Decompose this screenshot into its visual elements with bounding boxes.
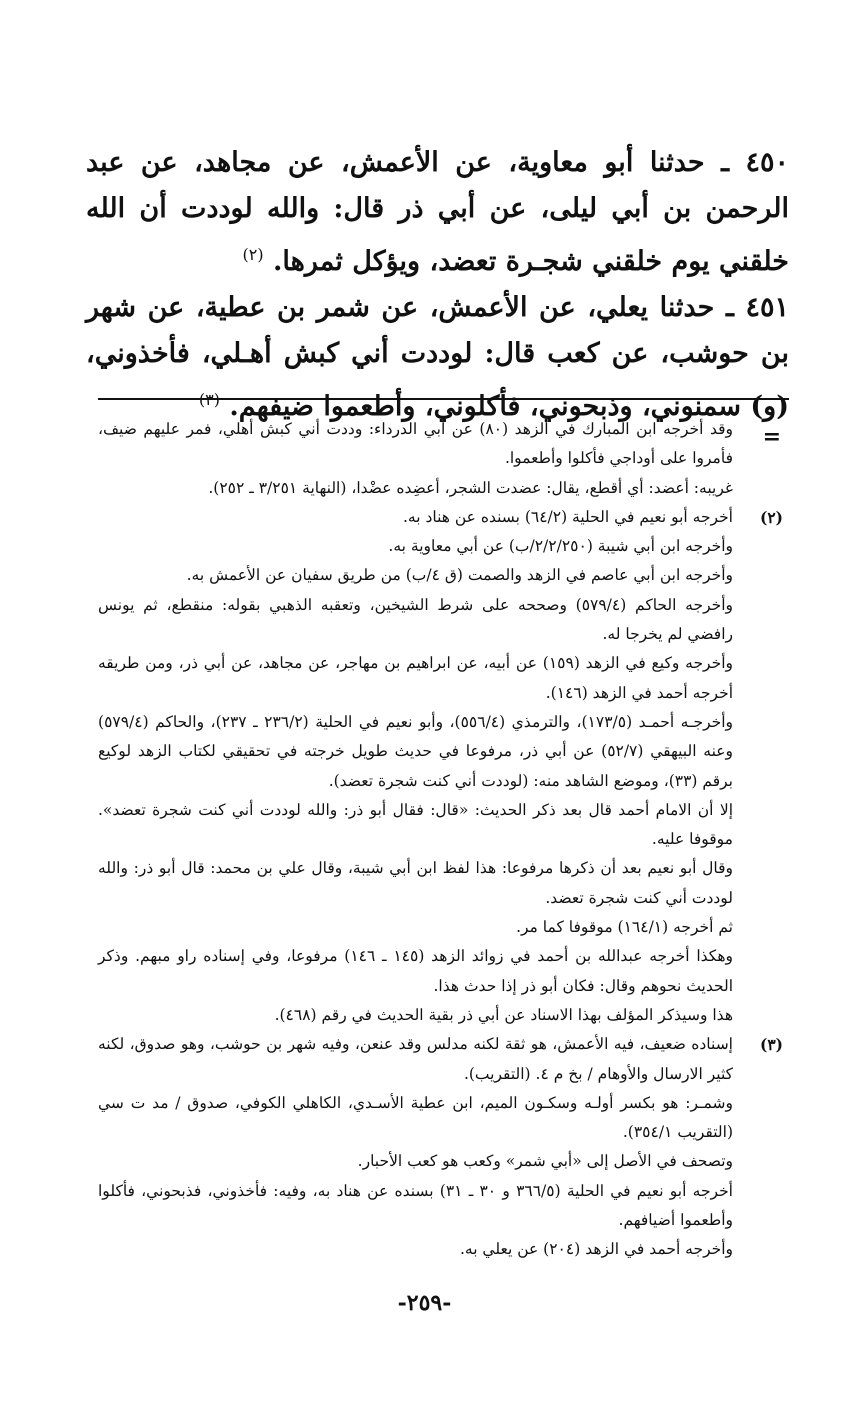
continuation-mark: = bbox=[762, 424, 781, 450]
footnote-2 bbox=[98, 503, 789, 1030]
footnote-line: وأخرجه أحمد في الزهد (٢٠٤) عن يعلي به. bbox=[459, 1240, 733, 1259]
footnote-line: وأخرجه وكيع في الزهد (١٥٩) عن أبيه، عن ابراهيم بن مهاجر، عن مجاهد، عن أبي ذر، ومن طريقه أخرجه أحمد في الزهد (١٤٦). bbox=[98, 654, 733, 702]
footnote-line: وهكذا أخرجه عبدالله بن أحمد في زوائد الزهد (١٤٥ ـ ١٤٦) مرفوعا، وفي إسناده راو مبهم. وذكر الحديث نحوهم وقال: فكان أبو ذر إذا حدث هذا. bbox=[98, 947, 733, 995]
footnote-number: (٢) bbox=[759, 507, 783, 527]
footnote-line: وقال أبو نعيم بعد أن ذكرها مرفوعا: هذا لفظ ابن أبي شيبة، وقال علي بن محمد: قال أبو ذر: والله لوددت أني كنت شجرة تعضد. bbox=[98, 859, 733, 907]
page-number: -٢٥٩- bbox=[397, 1290, 452, 1316]
hadith-451-text: ٤٥١ ـ حدثنا يعلي، عن الأعمش، عن شمر بن عطية، عن شهر بن حوشب، عن كعب قال: لوددت أني كبش أهـلي، فأخذوني، (و) سمنوني، وذبحوني، فأكلوني، وأطعموا ضيفهم. bbox=[86, 292, 789, 422]
footnote-line: وتصحف في الأصل إلى «أبي شمر» وكعب هو كعب الأحبار. bbox=[357, 1152, 733, 1171]
footnote-line: وأخرجـه أحمـد (١٧٣/٥)، والترمذي (٥٥٦/٤)، وأبو نعيم في الحلية (٢٣٦/٢ ـ ٢٣٧)، والحاكم (٥٧٩/٤) وعنه البيهقي (٥٢/٧) عن أبي ذر، مرفوعا في حديث طويل خرجته في تحقيقي لكتاب الزهد لوكيع برقم (٣٣)، وموضع الشاهد منه: (لوددت أني كنت شجرة تعضد). bbox=[98, 712, 734, 790]
footnote-line: وشمـر: هو بكسر أولـه وسكـون الميم، ابن عطية الأسـدي، الكاهلي الكوفي، صدوق / مد ت سي (التقريب ٣٥٤/١). bbox=[98, 1093, 733, 1142]
main-text bbox=[86, 140, 789, 430]
footnote-line: وقد أخرجه ابن المبارك في الزهد (٨٠) عن أبي الدرداء: وددت أني كبش أهلي، فمر عليهم ضيف، فأمروا على أوداجي فأكلوا وأطعموا. bbox=[98, 420, 733, 468]
footnote-previous-continuation bbox=[98, 415, 789, 503]
footnote-ref-2: (٢) bbox=[242, 245, 264, 264]
hadith-450 bbox=[86, 140, 789, 285]
footnote-line: ثم أخرجه (١٦٤/١) موقوفا كما مر. bbox=[516, 918, 733, 937]
footnote-ref-3: (٣) bbox=[198, 390, 220, 409]
footnote-divider bbox=[98, 398, 789, 400]
hadith-450-text: ٤٥٠ ـ حدثنا أبو معاوية، عن الأعمش، عن مجاهد، عن عبد الرحمن بن أبي ليلى، عن أبي ذر قال: والله لوددت أن الله خلقني يوم خلقني شجـرة تعضد، ويؤكل ثمرها. bbox=[86, 147, 789, 277]
footnote-line: وأخرجه الحاكم (٥٧٩/٤) وصححه على شرط الشيخين، وتعقبه الذهبي بقوله: منقطع، ثم يونس رافضي لم يخرجا له. bbox=[98, 595, 733, 644]
footnote-number: (٣) bbox=[759, 1035, 783, 1055]
footnote-line: غريبه: أعضد: أي أقطع، يقال: عضدت الشجر، أعضِده عضْدا، (النهاية ٣/٢٥١ ـ ٢٥٢). bbox=[208, 478, 733, 497]
footnote-line: أخرجه أبو نعيم في الحلية (٣٦٦/٥ و ٣٠ ـ ٣١) بسنده عن هناد به، وفيه: فأخذوني، فذبحوني، فأكلوا وأطعموا أضيافهم. bbox=[98, 1181, 733, 1230]
footnote-line: هذا وسيذكر المؤلف بهذا الاسناد عن أبي ذر بقية الحديث في رقم (٤٦٨). bbox=[274, 1005, 733, 1024]
footnote-line: إلا أن الامام أحمد قال بعد ذكر الحديث: «قال: فقال أبو ذر: والله لوددت أني كنت شجرة تعضد». موقوفا عليه. bbox=[98, 800, 733, 849]
footnotes bbox=[98, 415, 789, 1265]
footnote-line: وأخرجه ابن أبي عاصم في الزهد والصمت (ق ٤/ب) من طريق سفيان عن الأعمش به. bbox=[186, 566, 733, 585]
footnote-3 bbox=[98, 1030, 789, 1264]
hadith-451 bbox=[86, 285, 789, 430]
footnote-line: أخرجه أبو نعيم في الحلية (٦٤/٢) بسنده عن هناد به. bbox=[402, 507, 733, 526]
footnote-line: إسناده ضعيف، فيه الأعمش، هو ثقة لكنه مدلس وقد عنعن، وفيه شهر بن حوشب، وهو صدوق، لكنه كثير الارسال والأوهام / بخ م ٤. (التقريب). bbox=[98, 1035, 733, 1083]
footnote-line: وأخرجه ابن أبي شيبة (٢/٢/٢٥٠/ب) عن أبي معاوية به. bbox=[388, 537, 733, 556]
